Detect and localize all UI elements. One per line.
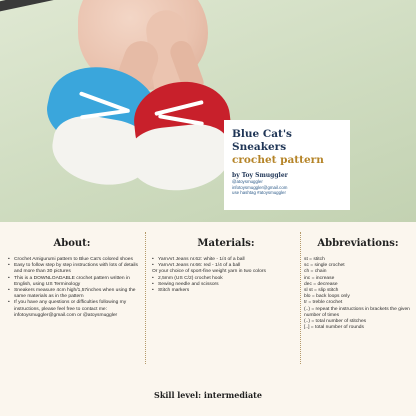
pattern-title: Blue Cat's Sneakers: [232, 128, 292, 153]
abbreviation-item: [..] = total number of rounds: [304, 325, 364, 331]
abbreviation-item: (..) = repeat the instructions in brackets the given number of times: [304, 306, 410, 318]
about-item: • Sneakers measure 4cm high/1,57inches when using the same materials as in the pattern: [6, 288, 138, 300]
contact-email: infotoysmuggler@gmail.com: [232, 184, 288, 190]
abbreviation-item: st = stitch: [304, 257, 325, 262]
about-item: • Easy to follow step by step instructions with lots of details and more than 30 pictures: [6, 263, 138, 275]
about-section: [6, 238, 138, 319]
pencil: [0, 0, 60, 13]
abbreviations-section: [304, 238, 412, 331]
abbreviation-item: dec = decrease: [304, 281, 338, 287]
abbreviation-item: tr = treble crochet: [304, 300, 343, 306]
pattern-subtitle: crochet pattern: [232, 154, 324, 166]
about-heading: About:: [53, 238, 91, 249]
about-item: • Crochet Amigurumi pattern to Blue Cat's colored shoes: [6, 257, 138, 263]
abbreviation-item: sl st = slip stitch: [304, 288, 339, 294]
material-item: • Stitch markers: [150, 288, 302, 294]
red-shoe-sole: [127, 121, 233, 195]
hashtag: use hashtag #atoysmuggler: [232, 190, 286, 196]
materials-heading: Materials:: [197, 238, 255, 249]
skill-level: Skill level: intermediate: [154, 390, 262, 400]
about-item: • This is a DOWNLOADABLE crochet pattern written in English, using US Terminology: [6, 276, 138, 288]
title-card: [224, 120, 350, 210]
about-item: • If you have any questions or difficulties following my instructions, please feel free to contact me: infotoysmuggler@gmail.com or @atoysmuggler: [6, 300, 138, 319]
column-divider: [145, 232, 146, 364]
material-item: • Sewing needle and scissors: [150, 282, 302, 288]
abbreviation-item: blo = back loops only: [304, 294, 350, 300]
material-item: • 2,5mm (US C/2) crochet hook: [150, 276, 302, 282]
author: by Toy Smuggler: [232, 172, 288, 179]
abbreviations-heading: Abbreviations:: [317, 238, 399, 249]
material-item: • YarnArt Jeans nr.62: white - 1/4 of a ball: [150, 257, 302, 263]
abbreviation-item: ch = chain: [304, 269, 327, 275]
materials-section: [150, 238, 302, 294]
materials-note: Or your choice of sport-fine weight yarn in two colors: [152, 269, 266, 275]
material-item: • YarnArt Jeans nr.66: red - 1/4 of a ball: [150, 263, 302, 269]
instagram-handle: @atoysmuggler: [232, 179, 263, 184]
abbreviation-item: (..) = total number of stitches: [304, 319, 367, 325]
abbreviation-item: inc = increase: [304, 275, 335, 281]
abbreviation-item: sc = single crochet: [304, 263, 345, 269]
